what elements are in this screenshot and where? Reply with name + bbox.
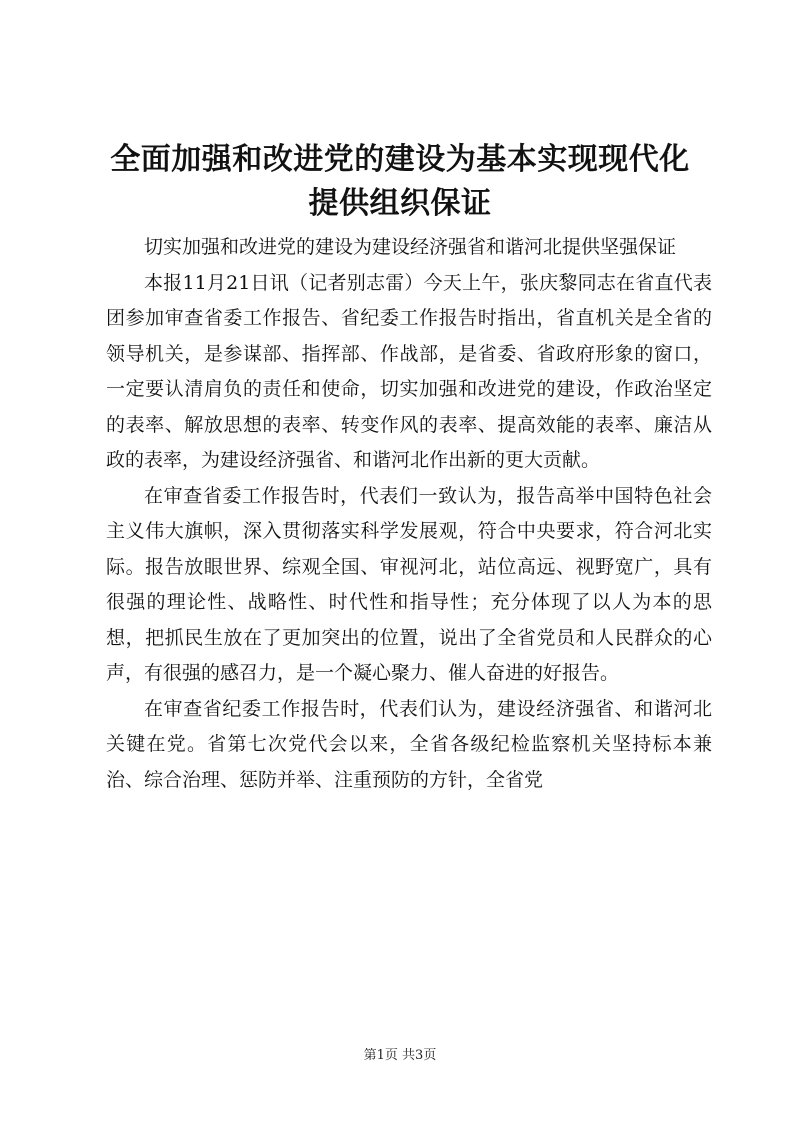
paragraph: 在审查省纪委工作报告时，代表们认为，建设经济强省、和谐河北关键在党。省第七次党代会以来，全省各级纪检监察机关坚持标本兼治、综合治理、惩防并举、注重预防的方针，全省党 bbox=[106, 697, 712, 791]
page-number-footer: 第1页 共3页 bbox=[363, 1048, 437, 1063]
paragraph: 在审查省委工作报告时，代表们一致认为，报告高举中国特色社会主义伟大旗帜，深入贯彻落实科学发展观，符合中央要求，符合河北实际。报告放眼世界、综观全国、审视河北，站位高远、视野宽广，具有很强的理论性、战略性、时代性和指导性；充分体现了以人为本的思想，把抓民生放在了更加突出的位置，说出了全省党员和人民群众的心声，有很强的感召力，是一个凝心聚力、催人奋进的好报告。 bbox=[106, 484, 712, 684]
document-title: 全面加强和改进党的建设为基本实现现代化提供组织保证 bbox=[110, 142, 690, 221]
paragraph: 切实加强和改进党的建设为建设经济强省和谐河北提供坚强保证 bbox=[144, 236, 677, 258]
paragraph: 本报11月21日讯（记者别志雷）今天上午，张庆黎同志在省直代表团参加审查省委工作报告、省纪委工作报告时指出，省直机关是全省的领导机关，是参谋部、指挥部、作战部，是省委、省政府形象的窗口，一定要认清肩负的责任和使命，切实加强和改进党的建设，作政治坚定的表率、解放思想的表率、转变作风的表率、提高效能的表率、廉洁从政的表率，为建设经济强省、和谐河北作出新的更大贡献。 bbox=[106, 271, 712, 471]
document-body bbox=[106, 230, 712, 798]
